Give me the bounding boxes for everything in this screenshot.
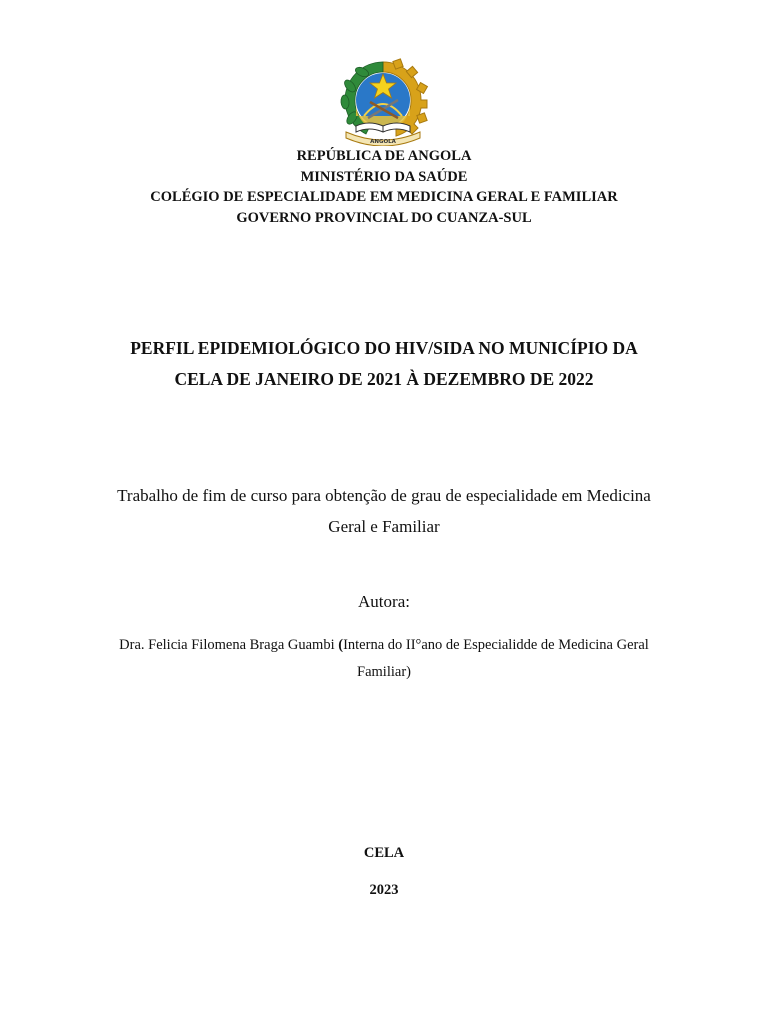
subtitle-line-2: Geral e Familiar <box>328 517 440 536</box>
header-college: COLÉGIO DE ESPECIALIDADE EM MEDICINA GERAL E FAMILIAR <box>150 189 618 205</box>
author-line-2: Familiar) <box>357 664 411 680</box>
year: 2023 <box>369 882 399 898</box>
author-line-1 <box>60 632 708 659</box>
document-subtitle <box>60 480 708 542</box>
subtitle-line-1: Trabalho de fim de curso para obtenção de grau de especialidade em Medicina <box>117 486 651 505</box>
author-open-paren: ( <box>338 637 344 653</box>
author-block <box>60 632 708 686</box>
title-line-2: CELA DE JANEIRO DE 2021 À DEZEMBRO DE 2022 <box>174 369 594 389</box>
author-name: Dra. Felicia Filomena Braga Guambi <box>119 637 339 653</box>
header-government: GOVERNO PROVINCIAL DO CUANZA-SUL <box>236 209 532 226</box>
place: CELA <box>363 845 405 861</box>
institution-header <box>0 146 768 228</box>
emblem-banner-text: ANGOLA <box>370 139 396 145</box>
title-line-1: PERFIL EPIDEMIOLÓGICO DO HIV/SIDA NO MUNICÍPIO DA <box>130 338 638 358</box>
author-label: Autora: <box>358 592 410 611</box>
header-country: REPÚBLICA DE ANGOLA <box>296 148 472 164</box>
header-ministry: MINISTÉRIO DA SAÚDE <box>300 168 468 185</box>
angola-coat-of-arms-icon <box>326 56 440 146</box>
author-role: Interna do II°ano de Especialidde de Medicina Geral <box>343 637 649 653</box>
document-title <box>60 333 708 395</box>
